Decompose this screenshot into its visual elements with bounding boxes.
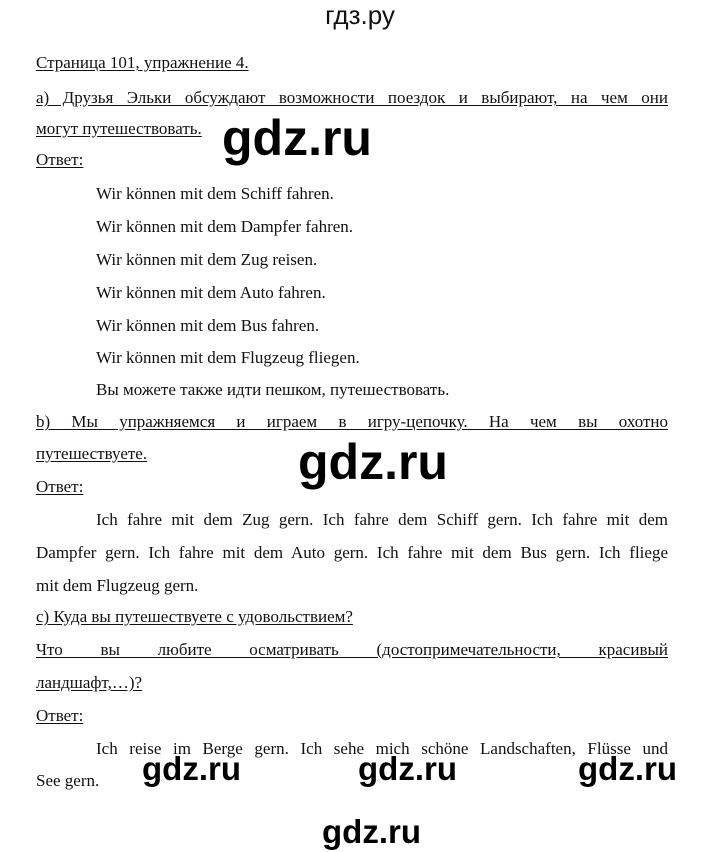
part-a-answer-6: Wir können mit dem Flugzeug fliegen. — [96, 348, 360, 367]
part-c-answer-line-1: Ich reise im Berge gern. Ich sehe mich schöne Landschaften, Flüsse und — [96, 739, 668, 758]
part-a-answer-5: Wir können mit dem Bus fahren. — [96, 316, 320, 335]
part-a-answer-4: Wir können mit dem Auto fahren. — [96, 283, 326, 302]
part-c-question-line-3: ландшафт,…)? — [36, 673, 143, 692]
part-b-answer-line-2: Dampfer gern. Ich fahre mit dem Auto gern. Ich fahre mit dem Bus gern. Ich fliege — [36, 543, 668, 562]
watermark-3: gdz.ru — [142, 750, 241, 787]
part-c-answer-line-2: See gern. — [36, 771, 100, 790]
part-b-question-line-1: b) Мы упражняемся и играем в игру-цепочку. На чем вы охотно — [36, 412, 668, 431]
part-c-answer-label: Ответ: — [36, 706, 84, 725]
watermark-1: gdz.ru — [222, 110, 372, 166]
part-a-answer-3: Wir können mit dem Zug reisen. — [96, 250, 318, 269]
part-b-answer-label: Ответ: — [36, 477, 84, 496]
part-c-question-line-1: c) Куда вы путешествуете с удовольствием? — [36, 607, 353, 626]
part-a-answer-label: Ответ: — [36, 150, 84, 169]
watermark-2: gdz.ru — [298, 434, 448, 490]
watermark-4: gdz.ru — [358, 750, 457, 787]
part-a-question-line-2: могут путешествовать. — [36, 119, 202, 138]
exercise-heading: Страница 101, упражнение 4. — [36, 53, 249, 72]
watermark-5: gdz.ru — [578, 750, 677, 787]
part-b-question-line-2: путешествуете. — [36, 444, 148, 463]
watermark-6: gdz.ru — [322, 813, 421, 850]
part-a-question-line-1: a) Друзья Эльки обсуждают возможности поездок и выбирают, на чем они — [36, 88, 668, 107]
site-title: гдз.ру — [325, 0, 395, 30]
part-a-answer-7: Вы можете также идти пешком, путешествовать. — [96, 380, 450, 399]
part-c-question-line-2: Что вы любите осматривать (достопримечательности, красивый — [36, 640, 668, 659]
part-a-answer-1: Wir können mit dem Schiff fahren. — [96, 184, 334, 203]
part-a-answer-2: Wir können mit dem Dampfer fahren. — [96, 217, 354, 236]
part-b-answer-line-3: mit dem Flugzeug gern. — [36, 576, 199, 595]
part-b-answer-line-1: Ich fahre mit dem Zug gern. Ich fahre dem Schiff gern. Ich fahre mit dem — [96, 510, 668, 529]
